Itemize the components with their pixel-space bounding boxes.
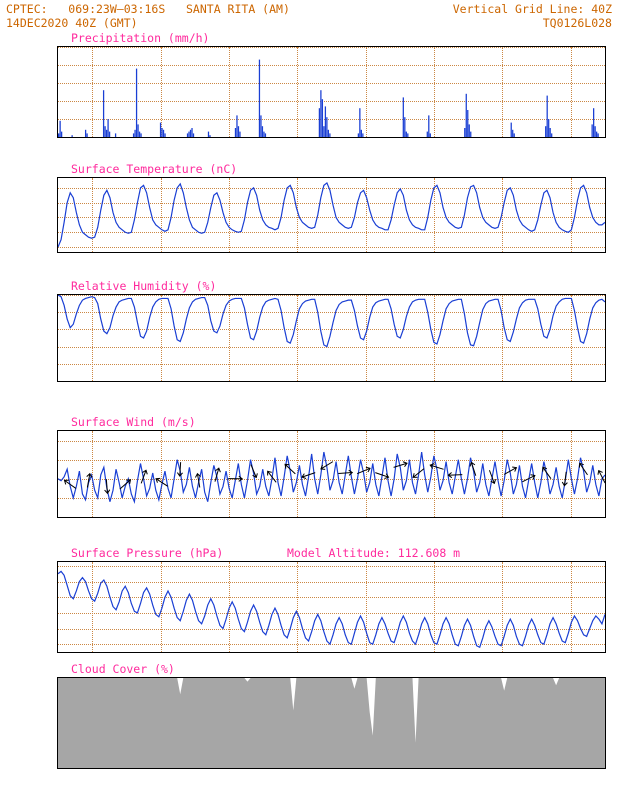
series-surface_wind	[58, 431, 605, 517]
series-relative_humidity	[58, 295, 605, 381]
header-datetime-line: 14DEC2020 40Z (GMT)	[6, 16, 138, 30]
wind-arrow-icon	[104, 479, 110, 493]
panel-title-surface_wind: Surface Wind (m/s)	[71, 415, 196, 429]
panel-title-cloud_cover: Cloud Cover (%)	[71, 662, 175, 676]
plot-area-surface_wind	[57, 430, 606, 518]
panel-title-surface_temperature: Surface Temperature (nC)	[71, 162, 238, 176]
gridline-horizontal	[58, 517, 605, 518]
panel-title-precipitation: Precipitation (mm/h)	[71, 31, 210, 45]
gridline-horizontal	[58, 381, 605, 382]
wind-arrow-icon	[195, 473, 202, 488]
series-surface_temperature	[58, 178, 605, 252]
panel-subtitle-surface_pressure: Model Altitude: 112.608 m	[287, 546, 461, 560]
plot-area-surface_pressure	[57, 561, 606, 653]
plot-area-cloud_cover	[57, 677, 606, 769]
header-vertical-grid-line: Vertical Grid Line: 40Z	[452, 2, 612, 16]
gridline-horizontal	[58, 137, 605, 138]
plot-area-relative_humidity	[57, 294, 606, 382]
plot-area-precipitation	[57, 46, 606, 138]
panel-title-surface_pressure: Surface Pressure (hPa)	[71, 546, 224, 560]
header-station-line: CPTEC: 069:23W—03:16S SANTA RITA (AM)	[6, 2, 290, 16]
plot-area-surface_temperature	[57, 177, 606, 253]
header-model-id: TQ0126L028	[542, 16, 612, 30]
series-surface_pressure	[58, 562, 605, 652]
wind-arrow-icon	[487, 469, 497, 484]
series-cloud_cover	[58, 678, 605, 768]
panel-title-relative_humidity: Relative Humidity (%)	[71, 279, 217, 293]
series-precipitation	[58, 47, 605, 137]
